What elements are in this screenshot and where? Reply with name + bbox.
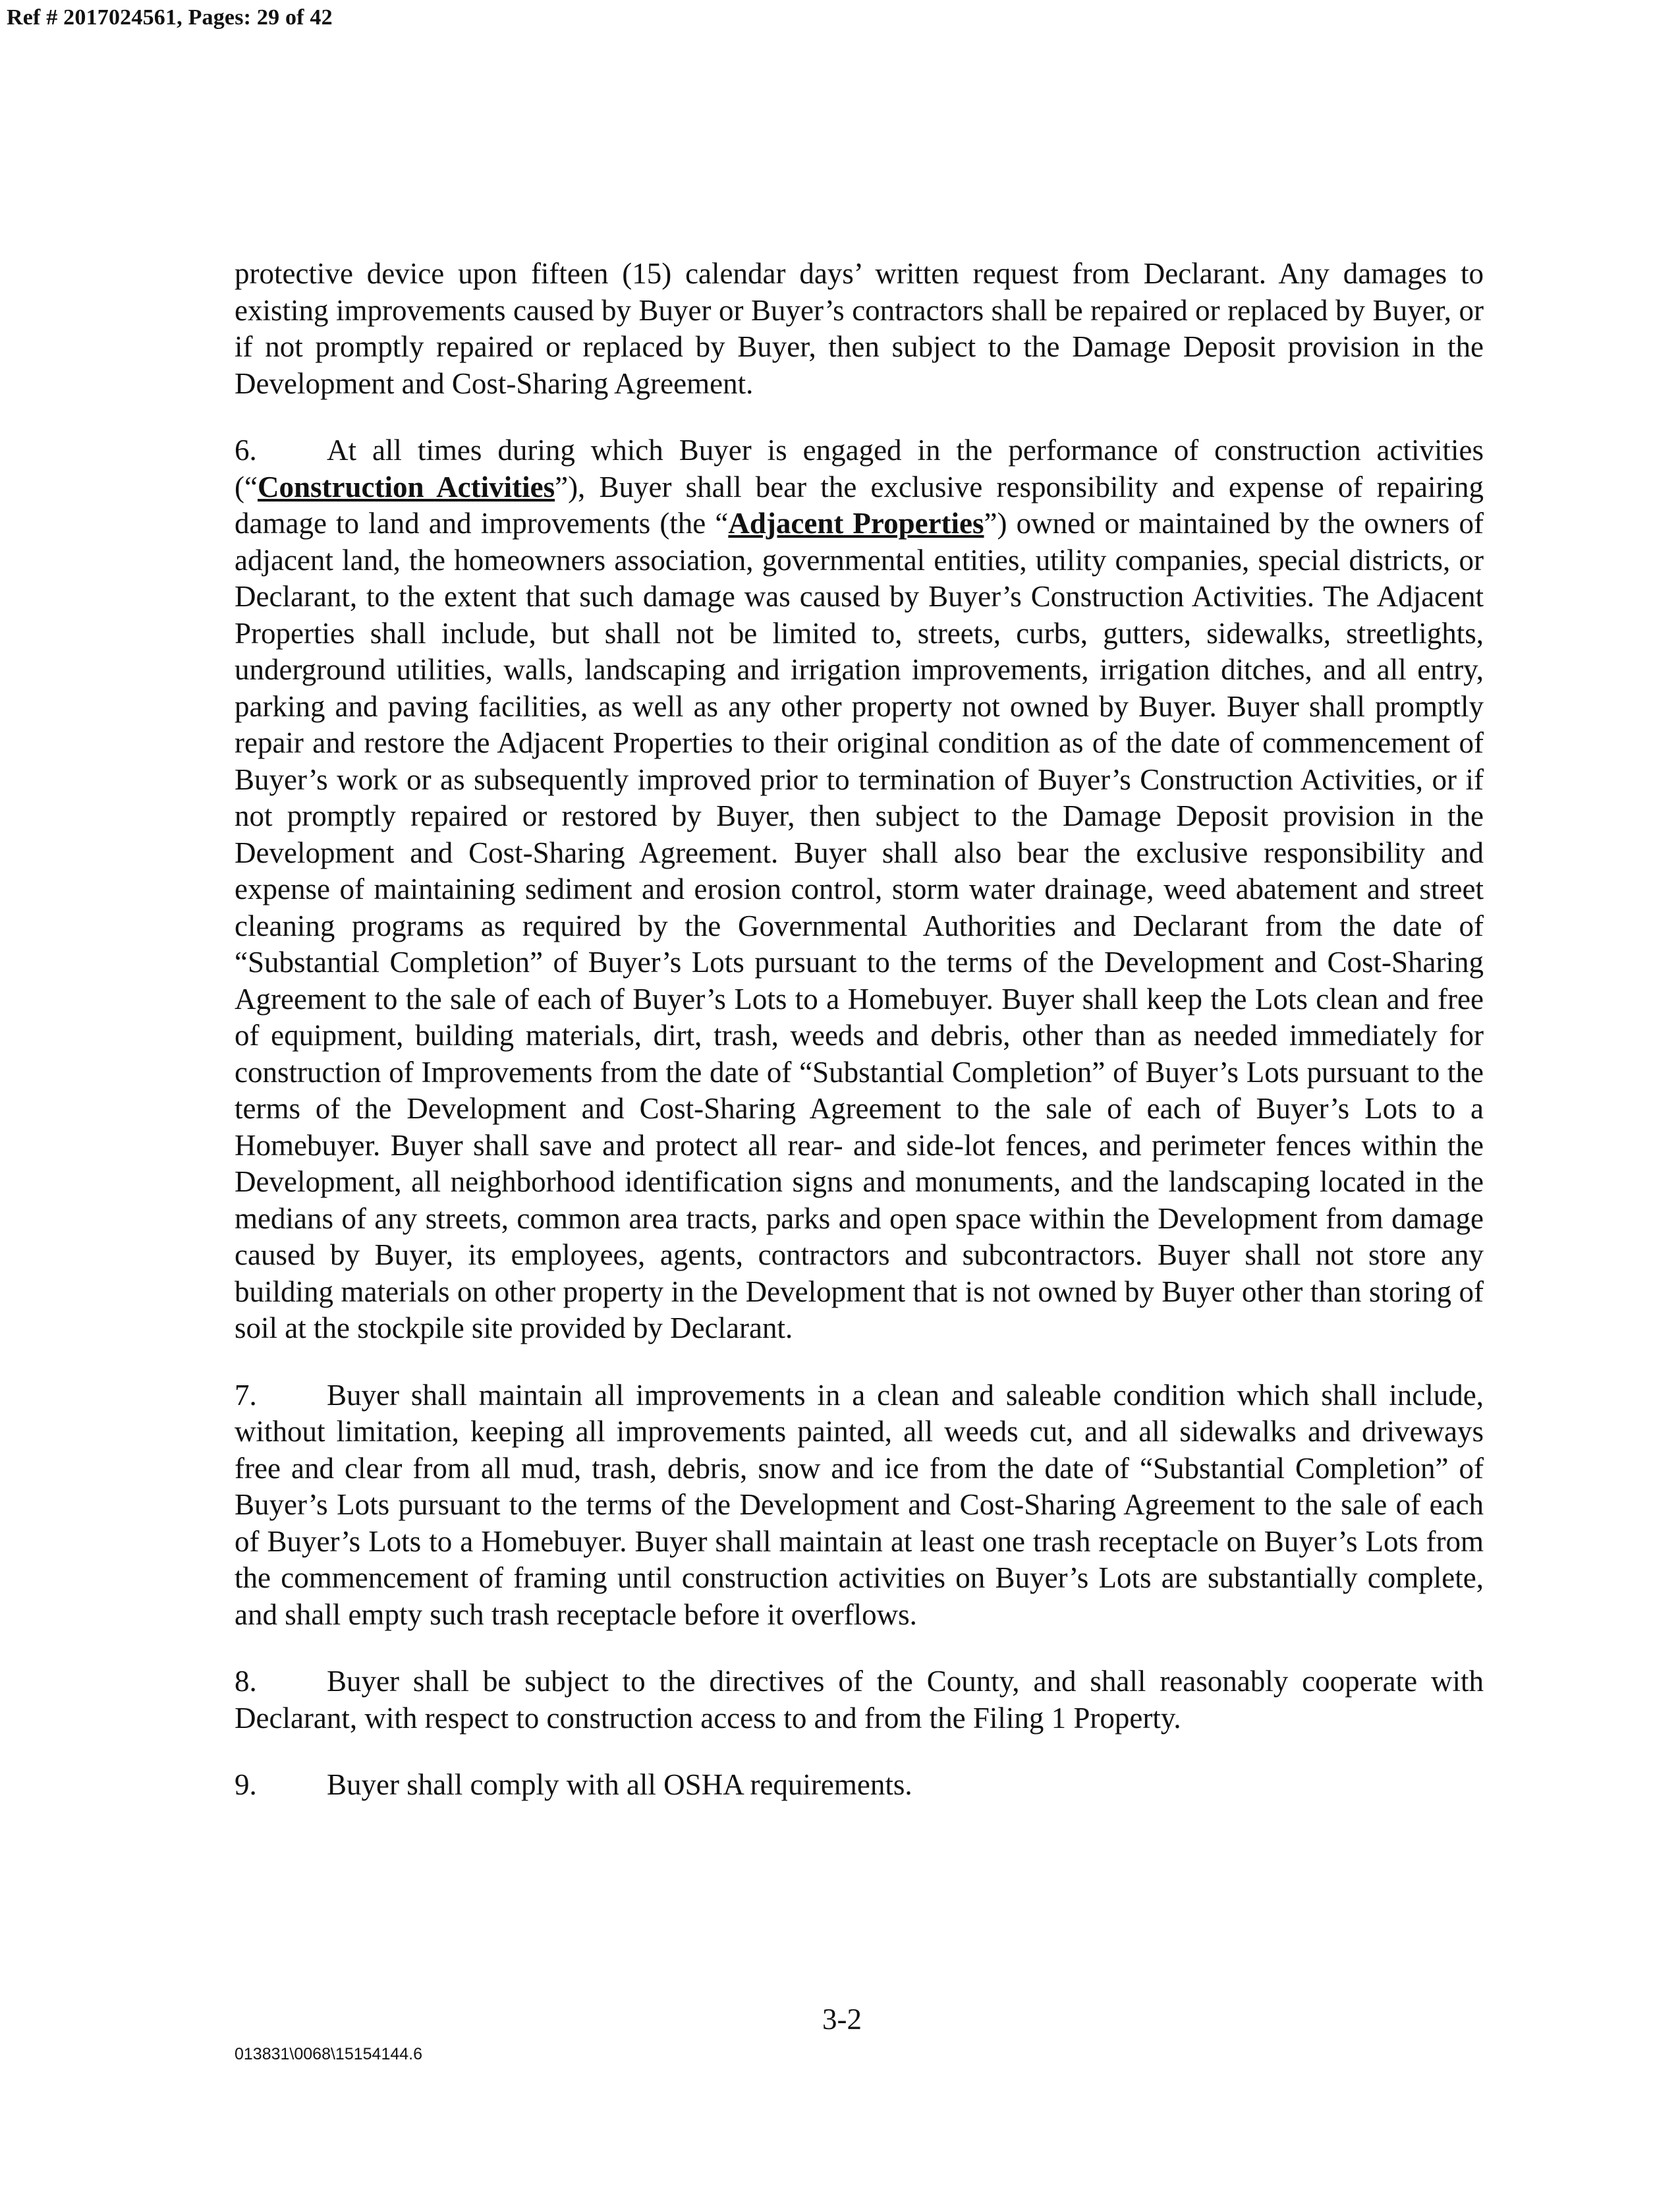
defined-term-adjacent-properties: Adjacent Properties [728, 507, 984, 540]
paragraph-text: Buyer shall be subject to the directives of the County, and shall reasonably cooperate with Declarant, with respect to construction access to and from the Filing 1 Property. [235, 1665, 1484, 1735]
reference-header: Ref # 2017024561, Pages: 29 of 42 [7, 5, 333, 30]
document-body [235, 256, 1484, 1834]
page-number: 3-2 [822, 2003, 862, 2036]
paragraph-number: 8. [235, 1665, 257, 1698]
paragraph-number: 9. [235, 1768, 257, 1801]
paragraph-8 [235, 1663, 1484, 1737]
paragraph-text-part: At all times during which Buyer is engaged in the performance of construction activities (“ [235, 434, 1484, 503]
paragraph-text-part: ”), Buyer shall bear the exclusive responsibility and expense of repairing damage to land and improvements (the “ [235, 470, 1484, 540]
paragraph-7 [235, 1377, 1484, 1634]
paragraph-9 [235, 1767, 1484, 1804]
document-id: 013831\0068\15154144.6 [235, 2045, 423, 2063]
paragraph-6 [235, 432, 1484, 1347]
paragraph-number: 7. [235, 1378, 257, 1412]
defined-term-construction-activities: Construction Activities [257, 470, 555, 503]
paragraph-text-part: ”) owned or maintained by the owners of adjacent land, the homeowners association, governmental entities, utility companies, special districts, or Declarant, to the extent that such damage was caused by Buyer’s Construction Activities. The Adjacent Properties shall include, but shall not be limited to, streets, curbs, gutters, sidewalks, streetlights, underground utilities, walls, landscaping and irrigation improvements, irrigation ditches, and all entry, parking and paving facilities, as well as any other property not owned by Buyer. Buyer shall promptly repair and restore the Adjacent Properties to their original condition as of the date of commencement of Buyer’s work or as subsequently improved prior to termination of Buyer’s Construction Activities, or if not promptly repaired or restored by Buyer, then subject to the Damage Deposit provision in the Development and Cost-Sharing Agreement. Buyer shall also bear the exclusive responsibility and expense of maintaining sediment and erosion control, storm water drainage, weed abatement and street cleaning programs as required by the Governmental Authorities and Declarant from the date of “Substantial Completion” of Buyer’s Lots pursuant to the terms of the Development and Cost-Sharing Agreement to the sale of each of Buyer’s Lots to a Homebuyer. Buyer shall keep the Lots clean and free of equipment, building materials, dirt, trash, weeds and debris, other than as needed immediately for construction of Improvements from the date of “Substantial Completion” of Buyer’s Lots pursuant to the terms of the Development and Cost-Sharing Agreement to the sale of each of Buyer’s Lots to a Homebuyer. Buyer shall save and protect all rear- and side-lot fences, and perimeter fences within the Development, all neighborhood identification signs and monuments, and the landscaping located in the medians of any streets, common area tracts, parks and open space within the Development from damage caused by Buyer, its employees, agents, contractors and subcontractors. Buyer shall not store any building materials on other property in the Development that is not owned by Buyer other than storing of soil at the stockpile site provided by Declarant. [235, 507, 1484, 1344]
paragraph-text: Buyer shall maintain all improvements in a clean and saleable condition which shall include, without limitation, keeping all improvements painted, all weeds cut, and all sidewalks and driveways free and clear from all mud, trash, debris, snow and ice from the date of “Substantial Completion” of Buyer’s Lots pursuant to the terms of the Development and Cost-Sharing Agreement to the sale of each of Buyer’s Lots to a Homebuyer. Buyer shall maintain at least one trash receptacle on Buyer’s Lots from the commencement of framing until construction activities on Buyer’s Lots are substantially complete, and shall empty such trash receptacle before it overflows. [235, 1378, 1484, 1631]
paragraph-text: protective device upon fifteen (15) calendar days’ written request from Declarant. Any damages to existing improvements caused by Buyer or Buyer’s contractors shall be repaired or replaced by Buyer, or if not promptly repaired or replaced by Buyer, then subject to the Damage Deposit provision in the Development and Cost-Sharing Agreement. [235, 257, 1484, 400]
paragraph-text: Buyer shall comply with all OSHA requirements. [327, 1768, 912, 1801]
paragraph-number: 6. [235, 434, 257, 467]
paragraph-continuation [235, 256, 1484, 402]
